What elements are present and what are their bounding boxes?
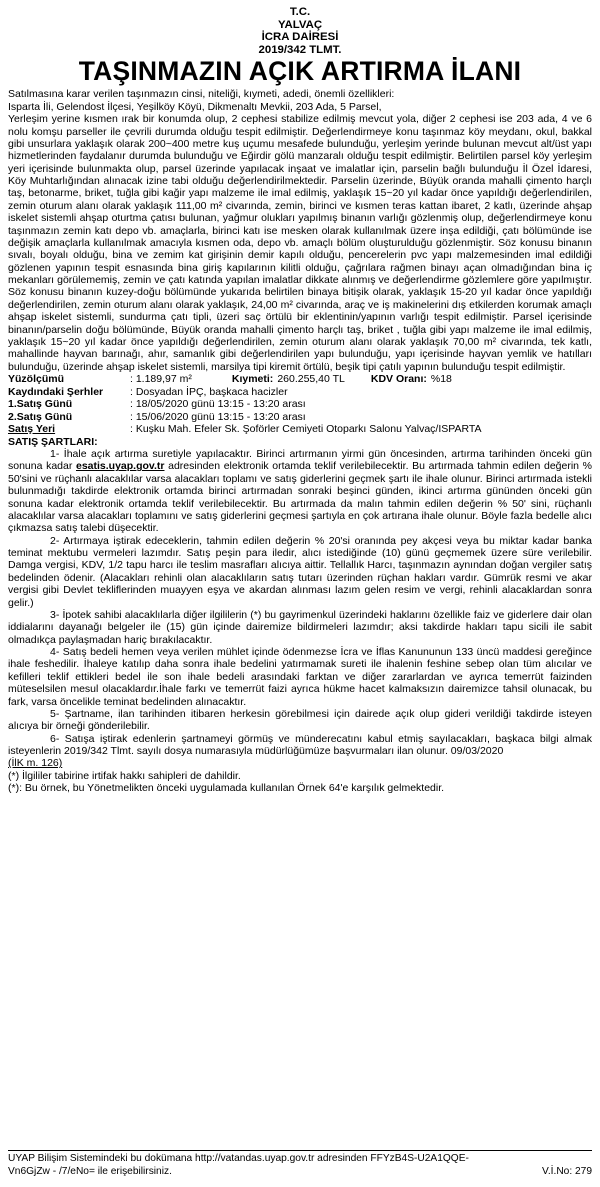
place-value: : Kuşku Mah. Efeler Sk. Şoförler Cemiyeti Otoparkı Salonu Yalvaç/ISPARTA [130,423,482,435]
intro-parcel: Isparta İli, Gelendost İlçesi, Yeşilköy Köyü, Dikmenaltı Mevkii, 203 Ada, 5 Parsel, [8,100,382,113]
header-block [8,6,592,56]
intro-description: Yerleşim yerine kısmen ırak bir konumda olup, 2 cephesi stabilize edilmiş mevcut yola, diğer 2 cephesi ise 203 ada, 4 ve 6 nolu komşu parseller ile çevrili durumda olduğu tespit edilmiştir. Değerlendirmeye konu taşınmaz köy meydanı, okul, bakkal gibi unsurlara yaklaşık olarak 200~400 metre kuş uçumu mesafede bulunduğu, yerleşim yerinde bulunan mevcut alt/üst yapı hizmetlerinden faydalanır durumda bulunduğu ve Eğirdir gölü manzaralı olduğu tespit edilmiştir. Belirtilen parsel köy yerleşim yeri içerisinde bulunmakta olup, parsel üzerinde yapılacak inşaat ve imalatlar için, parselin bağlı bulunduğu İl Özel İdaresi, Köy Muhtarlığından alınacak izine tabi olduğu değerlendirilmektedir. Parselin üzerinde, Büyük oranda mahalli çimento harçlı taş, betonarme, briket, tuğla gibi kağir yapı malzeme ile imal edilmiş, yaklaşık 15~20 yıl kadar önce yapıldığı değerlendirilen, zemin oturum alanı olarak yaklaşık 111,00 m² civarında, zemin, birinci ve kısmen teras kattan ibaret, 2 katlı, üzerinde ahşap iskelet sistemli ahşap oturtma çatısı bulunan, yağmur olukları yapılmış binanın varlığı gözlenmiş olup, değerlendirmeye konu taşınmazın zemin katı depo vb. amaçlarla, birinci katı ise mesken olarak kullanılmak üzere inşa edildiği, çatı bölümünde ise değişik amaçlarla kullanılmak amacıyla kısmen oda, depo vb. amaçlı bölüm oluşturulduğu gözlenmiştir. Söz konusu binanın sıvalı, boyalı olduğu, bina ve zemim kat girişinin demir kapılı olduğu, pencerelerin pvc yapı malzemesinden imal edildiği gözlenen yapının tespit esnasında bina giriş kapılarının kilitli olduğu, çağrılara rağmen binayı açan olmadığından bina iç mekanları görülememiş, zemin ve çatı katında yapılan imalatlar dikkate alınmış ve değerlendirme gözlemlere göre yapılmıştır. Söz konusu binanın kuzey-doğu bölümünde yukarıda belirtilen binaya bitişik olarak, yaklaşık 15-20 yıl kadar önce yapıldığı değerlendirilen, zemin oturum alanı olarak yaklaşık, 24,00 m² civarında, araç ve iş makinelerini dış etkilerden korumak amaçlı ahşap iskelet sistemli, sundurma çatı tipli, üzeri saç örtülü bir eklentinin/yapının varlığı tespit edilmiştir. Parsel içerisinde binanın/parselin doğu bölümünde, Büyük oranda mahalli çimento harçlı taş, briket , tuğla gibi yapı malzeme ile imal edilmiş, yaklaşık 15~20 yıl kadar önce yapıldığı değerlendirilen, zemin oturum alanı olarak yaklaşık 70,00 m² civarında, tek katlı, mahallinde hayvan barınağı, ahır, samanlık gibi değerlendirilen yapı bulunduğu, yapı içerisinde hayvan yemlik ve hatılları bulunduğu, üzerinde ahşap iskelet sistemli, marsilya tipi kiremit örtülü, beşik tipi çatılı yapının bulunduğu tespit edilmiştir. [8,113,592,373]
header-tc: T.C. [289,6,311,18]
condition-5: 5- Şartname, ilan tarihinden itibaren herkesin görebilmesi için dairede açık olup gideri verildiği takdirde isteyen alıcıya bir örneği gönderilebilir. [8,707,592,733]
summary-row-sale2 [8,411,592,424]
conditions-title: SATIŞ ŞARTLARI: [8,435,98,448]
property-description [8,88,592,373]
condition-2: 2- Artırmaya iştirak edeceklerin, tahmin edilen değerin % 20'si oranında pey akçesi veya bu miktar kadar banka teminat mektubu vermeleri lazımdır. Satış peşin para iledir, alıcı istediğinde (10) günü geçmemek üzere süre verilebilir. Damga vergisi, KDV, 1/2 tapu harcı ile teslim masrafları alıcıya aittir. Tellallık Harcı, taşınmazın aynından doğan vergiler satış bedelinden ödenir. (Alacakları rehinli olan alacaklıların satış tutarı üzerinden rüçhan hakları vardır. Gümrük resmi ve akar vergisi gibi Devlet tekliflerinden muayyen eşya ve akardan alınması lazım gelen resim ve vergi, rehinli alacaklardan sonra gelir.) [8,534,592,609]
condition-4: 4- Satış bedeli hemen veya verilen mühlet içinde ödenmezse İcra ve İflas Kanununun 133 üncü maddesi gereğince ihale feshedilir. İhaleye katılıp daha sonra ihale bedelini yatırmamak sureti ile ihalenin feshine sebep olan tüm alıcılar ve kefilleri teklif ettikleri bedel ile son ihale bedeli arasındaki farktan ve diğer zararlardan ve ayrıca temerrüt faizinden müteselsilen mesul olacaklardır.İhale farkı ve temerrüt faizi ayrıca hükme hacet kalmaksızın dairemizce tahsil olunacak, bu fark, varsa öncelikle teminat bedelinden alınacaktır. [8,646,592,708]
condition-1 [8,448,592,535]
uyap-footer [8,1150,592,1178]
summary-row-area [8,373,592,386]
conditions-list [8,448,592,757]
sale1-label: 1.Satış Günü [8,398,73,410]
footer-line-1: UYAP Bilişim Sistemindeki bu dokümana http://vatandas.uyap.gov.tr adresinden FFYzB4S-U2A1QQE- [8,1153,469,1164]
condition-6: 6- Satışa iştirak edenlerin şartnameyi görmüş ve münderecatını kabul etmiş sayılacakları, başkaca bilgi almak isteyenlerin 2019/342 Tlmt. sayılı dosya numarasıyla müdürlüğümüze başvurmaları ilan olunur. 09/03/2020 [8,732,592,757]
value-value: 260.255,40 TL [277,373,345,385]
encumbrance-label: Kaydındaki Şerhler [8,385,104,398]
header-city: YALVAÇ [277,18,323,31]
area-value: : 1.189,97 m² [130,373,192,385]
esatis-link[interactable]: esatis.uyap.gov.tr [75,460,165,473]
area-label: Yüzölçümü [8,373,65,385]
sale1-value: : 18/05/2020 günü 13:15 - 13:20 arası [130,398,306,410]
place-label: Satış Yeri [8,423,56,435]
sale2-value: : 15/06/2020 günü 13:15 - 13:20 arası [130,410,306,423]
encumbrance-value: : Dosyadan İPÇ, başkaca hacizler [130,385,288,398]
summary-block [8,373,592,436]
summary-row-sale1 [8,398,592,411]
condition-1-text-b: adresinden elektronik ortamda teklif verilebilecektir. Bu artırmada tahmin edilen değerin % 50'sini ve rüçhanlı alacaklılar varsa alacakları toplamı ve satış giderlerini geçmek şartı ile ihale olunur. Birinci artırmada istekli bulunmadığı takdirde elektronik ortamda birinci artırmadan sonraki beşinci günden, ikinci artırma gününden önceki gün sonuna kadar elektronik ortamda teklif verilebilecektir. Bu artırmada da malın tahmin edilen değerin % 50' sini, rüçhanlı alacaklılar varsa alacakları toplamını ve satış giderlerini geçmesi şartıyla en çok artırana ihale olunur. Böyle fazla bedelle alıcı çıkmazsa satış talebi düşecektir. [8,460,592,535]
header-file-no: 2019/342 TLMT. [258,43,342,56]
intro-lead: Satılmasına karar verilen taşınmazın cinsi, niteliği, kıymeti, adedi, önemli özellikleri: [8,88,395,101]
condition-3: 3- İpotek sahibi alacaklılarla diğer ilgililerin (*) bu gayrimenkul üzerindeki haklarını özellikle faiz ve giderlere dair olan iddialarını dayanağı belgeler ile (15) gün içinde dairemize bildirmeleri lazımdır; aksi takdirde hakları tapu sicili ile sabit olmadıkça paylaşmadan hariç bırakılacaktır. [8,608,592,646]
notice-title: TAŞINMAZIN AÇIK ARTIRMA İLANI [78,56,522,87]
value-label: Kıymeti: [231,373,274,385]
header-office: İCRA DAİRESİ [261,31,339,44]
summary-row-encumbrance [8,386,592,399]
note-2: (*): Bu örnek, bu Yönetmelikten önceki uygulamada kullanılan Örnek 64'e karşılık gelmektedir. [8,782,445,795]
footer-line-2: Vn6GjZw - /7/eNo= ile erişebilirsiniz. [8,1165,172,1177]
summary-row-place [8,423,592,436]
sale2-label: 2.Satış Günü [8,410,73,423]
ilan-number: V.İ.No: 279 [541,1165,592,1177]
footer-line-2-row [8,1166,592,1179]
kdv-value: %18 [430,373,452,385]
condition-1-text-a: 1- İhale açık artırma suretiyle yapılacaktır. Birinci artırmanın yirmi gün öncesinden, artırma tarihinden önceki gün sonuna kadar [8,448,592,473]
kdv-label: KDV Oranı: [370,373,427,385]
note-1: (*) İlgililer tabirine irtifak hakkı sahipleri de dahildir. [8,769,241,782]
law-reference: (İlK m. 126) [8,757,63,770]
